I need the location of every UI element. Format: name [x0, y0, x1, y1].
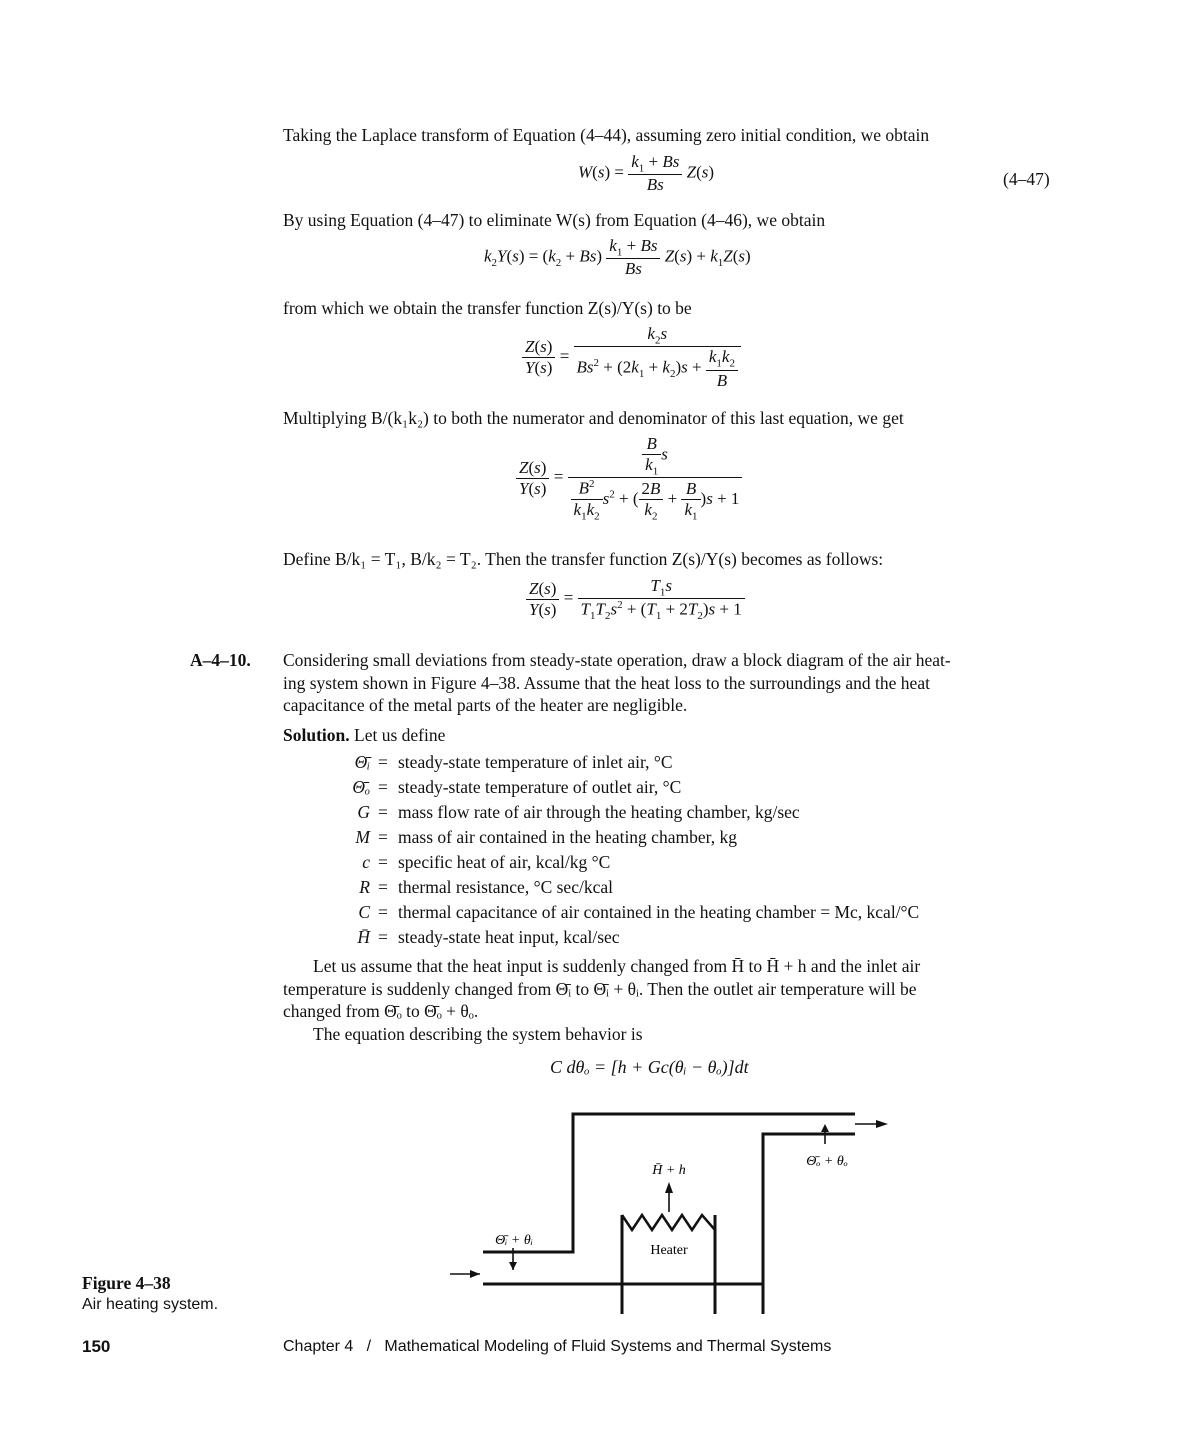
- outlet-arrow-head: [876, 1120, 888, 1128]
- definition-row: G = mass flow rate of air through the heating chamber, kg/sec: [357, 802, 800, 822]
- transfer-function-1: $\frac{Z(s)}{Y(s)}$ = $k_2s$ $Bs^2 + (2k_1 + k_2)s$ + $\frac{k_1k_2}{B}$: [522, 324, 741, 391]
- heat-arrow-head: [665, 1182, 673, 1193]
- solution-intro: [283, 724, 445, 746]
- intro-text: Taking the Laplace transform of Equation (4–44), assuming zero initial condition, we obtain: [283, 125, 930, 145]
- outlet-marker-head: [821, 1124, 829, 1132]
- inlet-temperature-label: Θ̄ᵢ + θᵢ: [495, 1233, 533, 1248]
- define-t-text: Define B/k₁ = T₁, B/k₂ = T₂. Then the transfer function Z(s)/Y(s) becomes as follows:: [283, 549, 884, 569]
- final-equation: C dθₒ = [h + Gc(θᵢ − θₒ)]dt: [550, 1057, 749, 1077]
- assume-line: Let us assume that the heat input is suddenly changed from H̄ to H̄ + h and the inlet air: [313, 956, 921, 976]
- definitions-list: [310, 750, 1070, 950]
- solution-label: Solution.: [283, 725, 350, 745]
- equation-substituted: $k_2Y(s) = (k_2 + Bs)$ $\frac{k_1 + Bs}{Bs}$ $Z(s) + k_1Z(s)$: [484, 236, 751, 279]
- page-number: 150: [82, 1337, 111, 1356]
- outlet-temperature-label: Θ̄ₒ + θₒ: [806, 1154, 848, 1169]
- multiplying-text: Multiplying B/(k₁k₂) to both the numerator and denominator of this last equation, we get: [283, 408, 904, 428]
- heat-input-label: H̄ + h: [652, 1163, 686, 1178]
- figure-label: Figure 4–38: [82, 1273, 171, 1293]
- assume-line: temperature is suddenly changed from Θ̄ᵢ to Θ̄ᵢ + θᵢ. Then the outlet air temperature will be: [283, 978, 917, 999]
- heater-label: Heater: [650, 1243, 688, 1258]
- equation-intro: The equation describing the system behavior is: [313, 1024, 643, 1044]
- definition-row: H̄ = steady-state heat input, kcal/sec: [357, 927, 620, 947]
- definition-row: C = thermal capacitance of air contained in the heating chamber = Mc, kcal/°C: [358, 902, 920, 922]
- definition-row: Θ̄ₒ = steady-state temperature of outlet air, °C: [352, 777, 682, 797]
- equation-4-47: W(s) = $\frac{k_1 + Bs}{Bs}$ Z(s): [578, 152, 715, 195]
- assume-line: changed from Θ̄ₒ to Θ̄ₒ + θₒ.: [283, 1001, 479, 1021]
- transfer-function-2: $\frac{Z(s)}{Y(s)}$ = $\frac{B}{k_1}$ s $\frac{B^2}{k_1k_2}$ $s^2$ + ( $\frac{2B}{k_2}$ + $\frac{B}{k_1}$ )s + 1: [516, 434, 742, 522]
- heater-coil: [622, 1215, 715, 1230]
- problem-statement: [283, 649, 1063, 717]
- running-footer: Chapter 4 / Mathematical Modeling of Fluid Systems and Thermal Systems: [283, 1338, 832, 1355]
- definition-row: R = thermal resistance, °C sec/kcal: [359, 877, 613, 897]
- solution-intro-text: Let us define: [354, 725, 446, 745]
- problem-label: A–4–10.: [190, 650, 251, 670]
- problem-line: Considering small deviations from steady-state operation, draw a block diagram of the air heat-: [283, 650, 951, 670]
- by-using-text: By using Equation (4–47) to eliminate W(s) from Equation (4–46), we obtain: [283, 210, 826, 230]
- inlet-marker-head: [509, 1262, 517, 1270]
- from-which-text: from which we obtain the transfer function Z(s)/Y(s) to be: [283, 298, 692, 318]
- equation-number: (4–47): [1003, 169, 1050, 189]
- problem-line: capacitance of the metal parts of the heater are negligible.: [283, 695, 688, 715]
- problem-line: ing system shown in Figure 4–38. Assume that the heat loss to the surroundings and the heat: [283, 672, 930, 693]
- definition-row: Θ̄ᵢ = steady-state temperature of inlet air, °C: [354, 752, 673, 772]
- definition-row: M = mass of air contained in the heating chamber, kg: [355, 827, 737, 847]
- definition-row: c = specific heat of air, kcal/kg °C: [362, 852, 611, 872]
- assume-paragraph: [283, 955, 1063, 1023]
- inlet-arrow-head: [470, 1270, 480, 1278]
- transfer-function-3: $\frac{Z(s)}{Y(s)}$ = $\frac{T_1s}{T_1T_2s^2 + (T_1 + 2T_2)s + 1}$: [526, 576, 745, 622]
- air-heating-diagram: [440, 1100, 910, 1320]
- figure-caption: Air heating system.: [82, 1296, 219, 1313]
